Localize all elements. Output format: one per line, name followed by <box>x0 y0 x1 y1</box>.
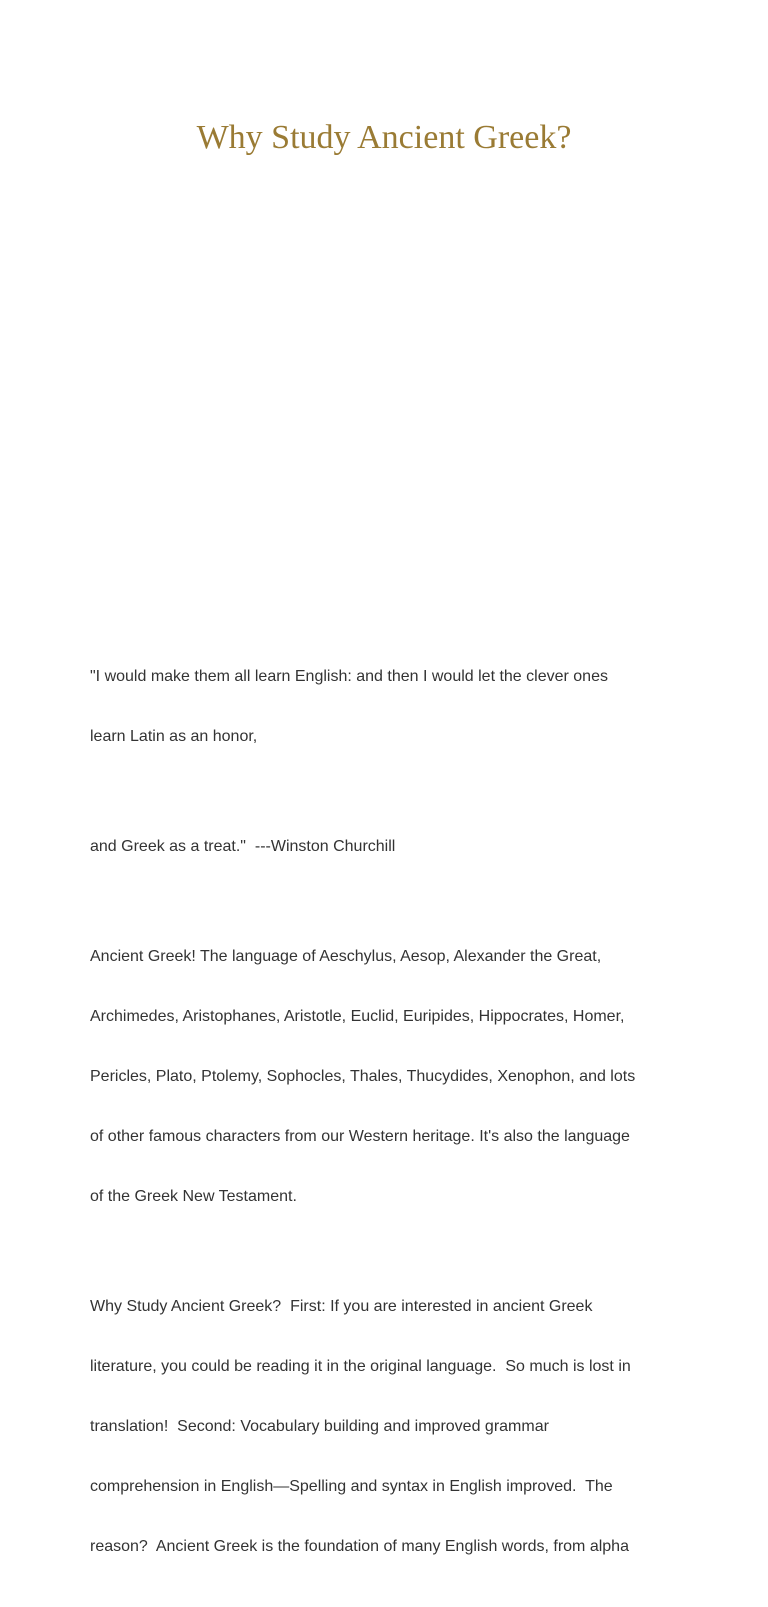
text-line: reason? Ancient Greek is the foundation of many English words, from alpha <box>90 1538 629 1555</box>
text-line: learn Latin as an honor, <box>90 728 258 745</box>
text-line: literature, you could be reading it in the original language. So much is lost in <box>90 1358 631 1375</box>
intro-paragraph <box>90 907 690 1247</box>
reasons-paragraph <box>90 1257 690 1597</box>
quote-attribution-paragraph <box>90 797 690 897</box>
text-line: Pericles, Plato, Ptolemy, Sophocles, Thales, Thucydides, Xenophon, and lots <box>90 1068 636 1085</box>
text-line: comprehension in English—Spelling and syntax in English improved. The <box>90 1478 613 1495</box>
text-line: "I would make them all learn English: and then I would let the clever ones <box>90 668 608 685</box>
text-line: Ancient Greek! The language of Aeschylus, Aesop, Alexander the Great, <box>90 948 602 965</box>
text-line: Why Study Ancient Greek? First: If you are interested in ancient Greek <box>90 1298 593 1315</box>
text-line: of other famous characters from our Western heritage. It's also the language <box>90 1128 630 1145</box>
text-line: translation! Second: Vocabulary building and improved grammar <box>90 1418 549 1435</box>
text-line: Archimedes, Aristophanes, Aristotle, Euclid, Euripides, Hippocrates, Homer, <box>90 1008 625 1025</box>
text-line: and Greek as a treat." ---Winston Churchill <box>90 838 396 855</box>
quote-paragraph <box>90 627 690 787</box>
text-line: of the Greek New Testament. <box>90 1188 297 1205</box>
page-title: Why Study Ancient Greek? <box>196 119 572 156</box>
document-body <box>90 627 690 1607</box>
